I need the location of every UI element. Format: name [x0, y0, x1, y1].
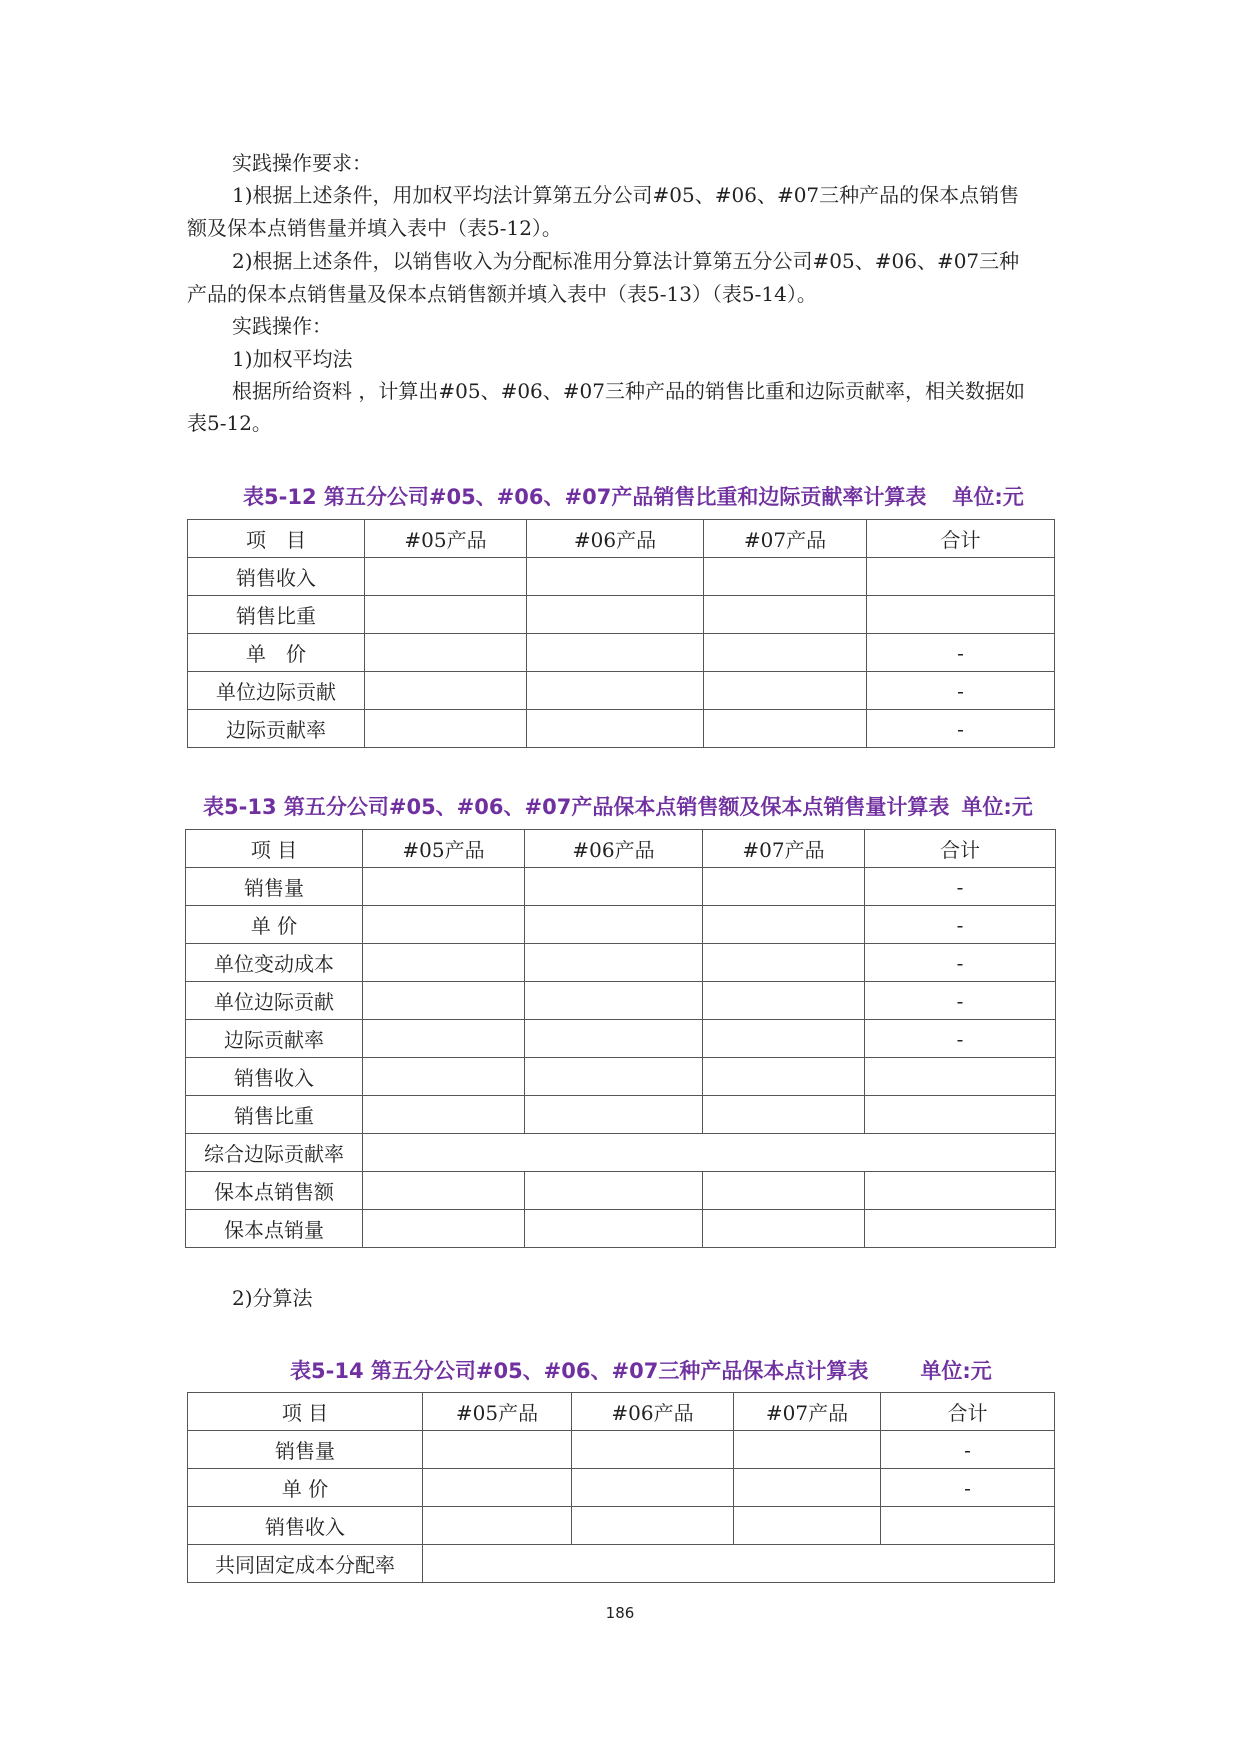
total-cell[interactable]: -: [867, 710, 1055, 748]
data-cell[interactable]: [525, 1210, 703, 1248]
column-header: 项 目: [188, 520, 365, 558]
column-header: #05产品: [423, 1393, 572, 1431]
table2-caption: [203, 791, 1033, 821]
data-cell[interactable]: [525, 1096, 703, 1134]
total-cell[interactable]: [881, 1507, 1055, 1545]
row-label: 单位边际贡献: [188, 672, 365, 710]
column-header: 项 目: [186, 830, 363, 868]
row-label: 销售收入: [186, 1058, 363, 1096]
table-row: [186, 906, 1056, 944]
table-row: [186, 1020, 1056, 1058]
data-cell[interactable]: [363, 1020, 525, 1058]
paragraph-7: 1)加权平均法: [232, 347, 353, 371]
paragraph-1: 实践操作要求：: [232, 151, 372, 175]
column-header: #07产品: [734, 1393, 881, 1431]
data-cell[interactable]: [703, 944, 865, 982]
column-header: #05产品: [363, 830, 525, 868]
row-label: 边际贡献率: [186, 1020, 363, 1058]
data-cell[interactable]: [703, 982, 865, 1020]
data-cell[interactable]: [365, 710, 527, 748]
data-cell[interactable]: [525, 1172, 703, 1210]
total-cell[interactable]: -: [867, 672, 1055, 710]
data-cell[interactable]: [572, 1431, 734, 1469]
paragraph-2: 1)根据上述条件，用加权平均法计算第五分公司#05、#06、#07三种产品的保本点销售: [232, 183, 1020, 207]
row-label: 综合边际贡献率: [186, 1134, 363, 1172]
row-label: 销售比重: [186, 1096, 363, 1134]
row-label: 销售收入: [188, 558, 365, 596]
total-cell[interactable]: [867, 596, 1055, 634]
paragraph-6: 实践操作：: [232, 314, 332, 338]
row-label: 边际贡献率: [188, 710, 365, 748]
header-row: [186, 830, 1056, 868]
table-row: [188, 1431, 1055, 1469]
table-row: [186, 1134, 1056, 1172]
data-cell[interactable]: [423, 1507, 572, 1545]
data-cell[interactable]: [525, 944, 703, 982]
data-cell[interactable]: [365, 558, 527, 596]
paragraph-5: 产品的保本点销售量及保本点销售额并填入表中（表5-13）（表5-14）。: [187, 282, 817, 306]
data-cell[interactable]: [365, 596, 527, 634]
row-label: 保本点销量: [186, 1210, 363, 1248]
total-cell[interactable]: [867, 558, 1055, 596]
data-cell[interactable]: [525, 906, 703, 944]
total-cell[interactable]: [865, 1096, 1056, 1134]
table1-caption: [243, 481, 1024, 511]
table3-title: 表5-14 第五分公司#05、#06、#07三种产品保本点计算表: [290, 1359, 869, 1383]
data-cell[interactable]: [527, 710, 704, 748]
table-row: [188, 1545, 1055, 1583]
table-5-12: [187, 519, 1055, 748]
page-number: 186: [605, 1604, 635, 1622]
merged-cell[interactable]: [363, 1134, 1056, 1172]
data-cell[interactable]: [703, 906, 865, 944]
column-header: #05产品: [365, 520, 527, 558]
total-cell[interactable]: -: [865, 868, 1056, 906]
data-cell[interactable]: [734, 1507, 881, 1545]
data-cell[interactable]: [365, 634, 527, 672]
data-cell[interactable]: [734, 1469, 881, 1507]
data-cell[interactable]: [527, 596, 704, 634]
header-row: [188, 1393, 1055, 1431]
table3-caption: [290, 1355, 992, 1385]
data-cell[interactable]: [363, 868, 525, 906]
data-cell[interactable]: [703, 1172, 865, 1210]
data-cell[interactable]: [525, 982, 703, 1020]
data-cell[interactable]: [703, 1020, 865, 1058]
table2-unit: 单位:元: [961, 795, 1033, 819]
paragraph-9: 表5-12。: [187, 411, 272, 435]
total-cell[interactable]: -: [865, 906, 1056, 944]
total-cell[interactable]: -: [865, 982, 1056, 1020]
data-cell[interactable]: [572, 1507, 734, 1545]
data-cell[interactable]: [527, 634, 704, 672]
data-cell[interactable]: [572, 1469, 734, 1507]
data-cell[interactable]: [363, 1172, 525, 1210]
table-row: [186, 868, 1056, 906]
column-header: 合计: [881, 1393, 1055, 1431]
data-cell[interactable]: [423, 1469, 572, 1507]
total-cell[interactable]: [865, 1172, 1056, 1210]
paragraph-4: 2)根据上述条件，以销售收入为分配标准用分算法计算第五分公司#05、#06、#07三种: [232, 249, 1020, 273]
data-cell[interactable]: [527, 672, 704, 710]
column-header: #06产品: [572, 1393, 734, 1431]
table-row: [188, 672, 1055, 710]
row-label: 销售收入: [188, 1507, 423, 1545]
table-row: [188, 634, 1055, 672]
row-label: 共同固定成本分配率: [188, 1545, 423, 1583]
data-cell[interactable]: [363, 944, 525, 982]
row-label: 销售比重: [188, 596, 365, 634]
table-row: [188, 1469, 1055, 1507]
data-cell[interactable]: [704, 672, 867, 710]
data-cell[interactable]: [704, 558, 867, 596]
row-label: 单位变动成本: [186, 944, 363, 982]
data-cell[interactable]: [703, 868, 865, 906]
data-cell[interactable]: [363, 1210, 525, 1248]
section-heading: 2)分算法: [232, 1286, 313, 1310]
data-cell[interactable]: [703, 1210, 865, 1248]
header-row: [188, 520, 1055, 558]
table-row: [188, 710, 1055, 748]
data-cell[interactable]: [704, 710, 867, 748]
row-label: 销售量: [186, 868, 363, 906]
total-cell[interactable]: -: [865, 944, 1056, 982]
table-5-14: [187, 1392, 1055, 1583]
data-cell[interactable]: [363, 1096, 525, 1134]
column-header: #07产品: [703, 830, 865, 868]
data-cell[interactable]: [703, 1096, 865, 1134]
row-label: 单位边际贡献: [186, 982, 363, 1020]
total-cell[interactable]: -: [867, 634, 1055, 672]
table1-title: 表5-12 第五分公司#05、#06、#07产品销售比重和边际贡献率计算表: [243, 485, 927, 509]
data-cell[interactable]: [363, 982, 525, 1020]
column-header: #06产品: [525, 830, 703, 868]
column-header: 项 目: [188, 1393, 423, 1431]
table-row: [186, 1096, 1056, 1134]
data-cell[interactable]: [363, 1058, 525, 1096]
total-cell[interactable]: -: [881, 1431, 1055, 1469]
data-cell[interactable]: [525, 1058, 703, 1096]
table3-unit: 单位:元: [920, 1359, 992, 1383]
table-5-13: [185, 829, 1056, 1248]
total-cell[interactable]: -: [865, 1020, 1056, 1058]
data-cell[interactable]: [363, 906, 525, 944]
column-header: 合计: [867, 520, 1055, 558]
table-row: [188, 1507, 1055, 1545]
row-label: 单 价: [188, 1469, 423, 1507]
data-cell[interactable]: [525, 1020, 703, 1058]
table-row: [186, 1172, 1056, 1210]
table-row: [188, 596, 1055, 634]
data-cell[interactable]: [423, 1431, 572, 1469]
table-row: [186, 982, 1056, 1020]
column-header: #07产品: [704, 520, 867, 558]
row-label: 保本点销售额: [186, 1172, 363, 1210]
data-cell[interactable]: [703, 1058, 865, 1096]
data-cell[interactable]: [365, 672, 527, 710]
column-header: 合计: [865, 830, 1056, 868]
total-cell[interactable]: -: [881, 1469, 1055, 1507]
table-row: [186, 1058, 1056, 1096]
paragraph-8: 根据所给资料 ，计算出#05、#06、#07三种产品的销售比重和边际贡献率，相关数据如: [232, 379, 1025, 403]
table2-title: 表5-13 第五分公司#05、#06、#07产品保本点销售额及保本点销售量计算表: [203, 795, 950, 819]
table-row: [186, 1210, 1056, 1248]
data-cell[interactable]: [527, 558, 704, 596]
row-label: 单 价: [188, 634, 365, 672]
data-cell[interactable]: [525, 868, 703, 906]
merged-cell[interactable]: [423, 1545, 1055, 1583]
data-cell[interactable]: [704, 634, 867, 672]
paragraph-3: 额及保本点销售量并填入表中（表5-12）。: [187, 216, 562, 240]
total-cell[interactable]: [865, 1058, 1056, 1096]
column-header: #06产品: [527, 520, 704, 558]
row-label: 销售量: [188, 1431, 423, 1469]
table-row: [186, 944, 1056, 982]
table1-unit: 单位:元: [952, 485, 1024, 509]
table-row: [188, 558, 1055, 596]
data-cell[interactable]: [734, 1431, 881, 1469]
row-label: 单 价: [186, 906, 363, 944]
data-cell[interactable]: [704, 596, 867, 634]
total-cell[interactable]: [865, 1210, 1056, 1248]
